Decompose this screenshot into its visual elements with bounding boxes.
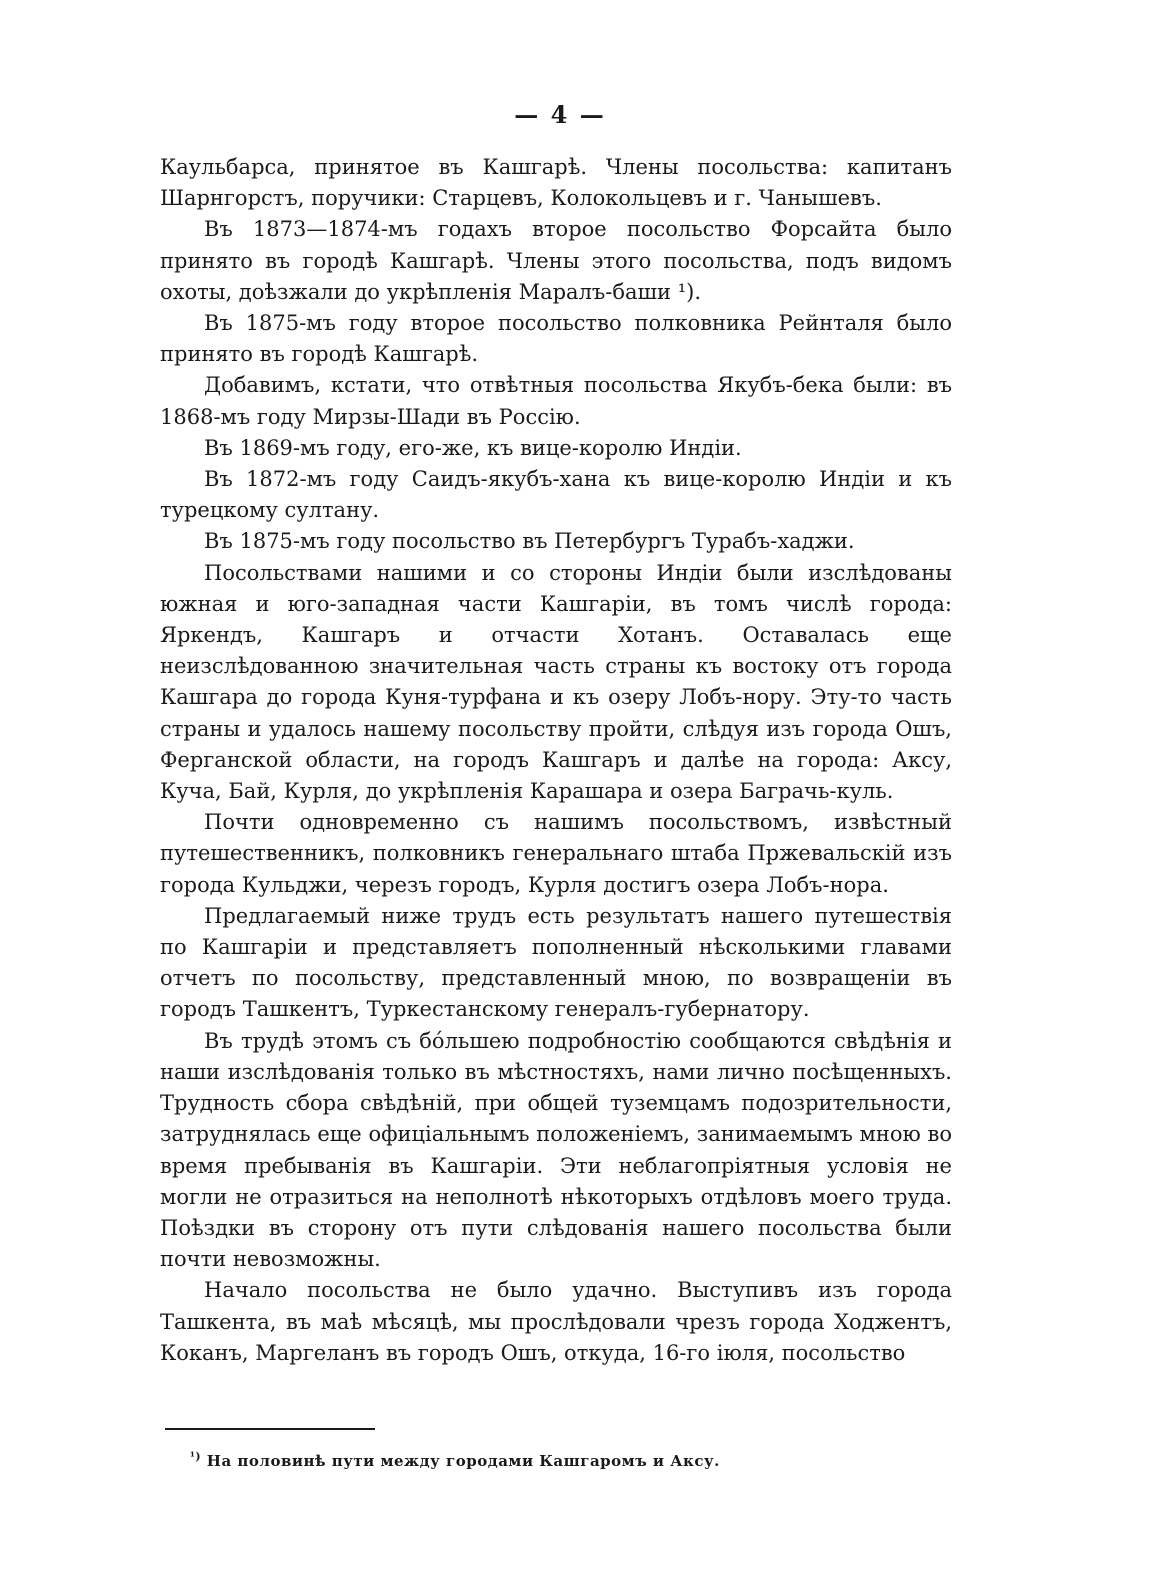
footnote-text: На половинѣ пути между городами Кашгаромъ и Аксу. (206, 1452, 720, 1470)
footnote-mark: ¹) (190, 1450, 202, 1463)
paragraph: Въ 1869-мъ году, его-же, къ вице-королю Индіи. (204, 435, 742, 460)
paragraph: Каульбарса, принятое въ Кашгарѣ. Члены посольства: капитанъ Шарнгорстъ, поручики: Старцевъ, Колокольцевъ и г. Чанышевъ. (160, 155, 952, 211)
body-text (160, 152, 952, 1369)
paragraph: Въ 1873—1874-мъ годахъ второе посольство Форсайта было принято въ городѣ Кашгарѣ. Члены этого посольства, подъ видомъ охоты, доѣзжали до укрѣпленія Маралъ-баши ¹). (160, 217, 952, 304)
page-number: — 4 — (514, 100, 606, 129)
paragraph: Посольствами нашими и со стороны Индіи были изслѣдованы южная и юго-западная части Кашгаріи, въ томъ числѣ города: Яркендъ, Кашгаръ и отчасти Хотанъ. Оставалась еще неизслѣдованною значительная часть страны къ востоку отъ города Кашгара до города Куня-турфана и къ озеру Лобъ-нору. Эту-то часть страны и удалось нашему посольству пройти, слѣдуя изъ города Ошъ, Ферганской области, на городъ Кашгаръ и далѣе на города: Аксу, Куча, Бай, Курля, до укрѣпленія Карашара и озера Баграчь-куль. (160, 560, 952, 804)
paragraph: Почти одновременно съ нашимъ посольствомъ, извѣстный путешественникъ, полковникъ генеральнаго штаба Пржевальскій изъ города Кульджи, черезъ городъ, Курля достигъ озера Лобъ-нора. (160, 810, 952, 897)
footnote-divider (165, 1428, 375, 1430)
paragraph: Предлагаемый ниже трудъ есть результатъ нашего путешествія по Кашгаріи и представляетъ пополненный нѣсколькими главами отчетъ по посольству, представленный мною, по возвращеніи въ городъ Ташкентъ, Туркестанскому генералъ-губернатору. (160, 903, 952, 1022)
paragraph: Добавимъ, кстати, что отвѣтныя посольства Якубъ-бека были: въ 1868-мъ году Мирзы-Шади въ Россію. (160, 373, 952, 429)
footnote (190, 1450, 720, 1470)
paragraph: Въ 1875-мъ году посольство въ Петербургъ Турабъ-хаджи. (204, 529, 855, 554)
paragraph: Въ 1872-мъ году Саидъ-якубъ-хана къ вице-королю Индіи и къ турецкому султану. (160, 467, 952, 523)
paragraph: Въ 1875-мъ году второе посольство полковника Рейнталя было принято въ городѣ Кашгарѣ. (160, 311, 952, 367)
paragraph: Въ трудѣ этомъ съ бóльшею подробностію сообщаются свѣдѣнія и наши изслѣдованія только въ мѣстностяхъ, нами лично посѣщенныхъ. Трудность сбора свѣдѣній, при общей туземцамъ подозрительности, затруднялась еще офиціальнымъ положеніемъ, занимаемымъ мною во время пребыванія въ Кашгаріи. Эти неблагопріятныя условія не могли не отразиться на неполнотѣ нѣкоторыхъ отдѣловъ моего труда. Поѣздки въ сторону отъ пути слѣдованія нашего посольства были почти невозможны. (160, 1028, 952, 1272)
paragraph: Начало посольства не было удачно. Выступивъ изъ города Ташкента, въ маѣ мѣсяцѣ, мы прослѣдовали чрезъ города Ходжентъ, Коканъ, Маргеланъ въ городъ Ошъ, откуда, 16-го іюля, посольство (160, 1278, 952, 1365)
